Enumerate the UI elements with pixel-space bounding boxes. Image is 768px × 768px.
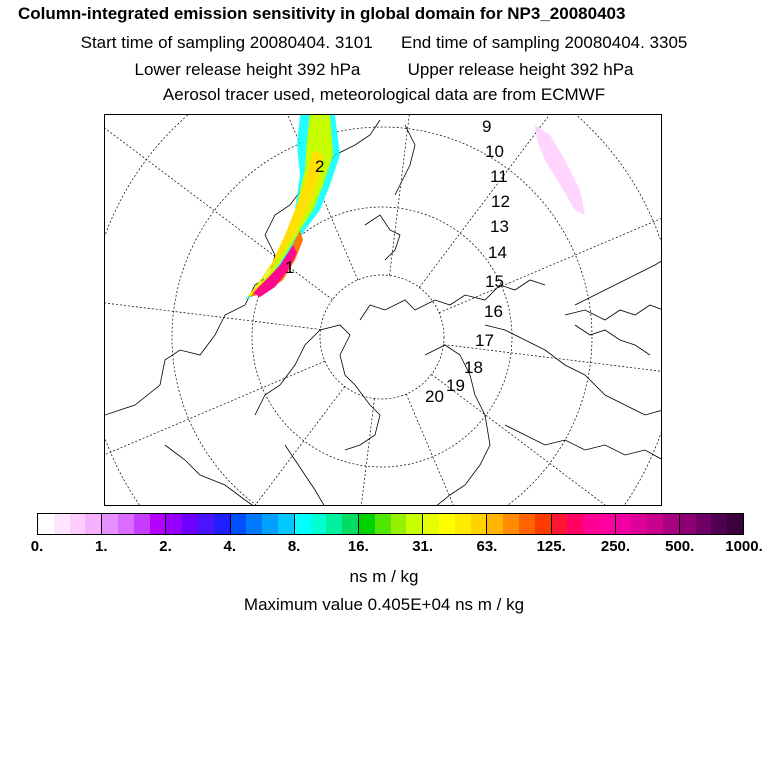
maximum-value: Maximum value 0.405E+04 ns m / kg [243, 595, 525, 614]
hour-label-19: 19 [446, 376, 465, 395]
coast-asia [505, 425, 662, 460]
colorbar-tick-label: 500. [665, 538, 695, 555]
colorbar-tick-label: 0. [30, 538, 44, 555]
sampling-times [0, 33, 768, 53]
colorbar-segment [262, 514, 278, 534]
latitude-circle-50 [105, 115, 662, 506]
lower-release-height: Lower release height 392 hPa [134, 60, 361, 79]
coast-kamchatka [575, 260, 662, 305]
colorbar-segment [326, 514, 342, 534]
meridian-line [105, 361, 325, 506]
colorbar-segment [423, 514, 439, 534]
colorbar-segment [150, 514, 167, 534]
hour-label-9: 9 [482, 117, 492, 136]
latitude-circle-40 [105, 115, 662, 506]
hour-label-11: 11 [490, 167, 508, 186]
colorbar-segment [118, 514, 134, 534]
colorbar-tick-label: 1000. [725, 538, 763, 555]
coast-arctic-ocean [360, 280, 545, 320]
colorbar-tick-labels [0, 538, 768, 558]
polar-map [105, 115, 662, 506]
colorbar-segment [182, 514, 198, 534]
colorbar-segment [278, 514, 295, 534]
hour-label-15: 15 [485, 272, 504, 291]
coast-alaska [365, 215, 400, 260]
colorbar-segment [102, 514, 118, 534]
colorbar-segment [647, 514, 663, 534]
meridian-line [105, 387, 345, 506]
release-heights [0, 60, 768, 80]
colorbar-segment [198, 514, 214, 534]
colorbar-segment [503, 514, 519, 534]
colorbar-segment [54, 514, 70, 534]
colorbar-segment [455, 514, 471, 534]
meridian-line [432, 374, 662, 506]
colorbar-segment [70, 514, 86, 534]
hour-label-14: 14 [488, 243, 507, 262]
colorbar-segment [552, 514, 568, 534]
colorbar-segment [567, 514, 583, 534]
coast-western [105, 120, 380, 415]
colorbar-units: ns m / kg [349, 567, 419, 586]
colorbar-segment [214, 514, 231, 534]
colorbar-segment [487, 514, 503, 534]
meridian-line [309, 399, 375, 506]
colorbar-segment [519, 514, 535, 534]
plume-faint-east [535, 125, 585, 215]
latitude-circle-80 [320, 275, 444, 399]
page-title: Column-integrated emission sensitivity in global domain for NP3_20080403 [18, 4, 626, 23]
colorbar-segment [711, 514, 727, 534]
colorbar-segment [134, 514, 150, 534]
colorbar-segment [38, 514, 54, 534]
colorbar-segment [342, 514, 359, 534]
colorbar-segment [295, 514, 311, 534]
colorbar-segment [583, 514, 599, 534]
colorbar-segment [663, 514, 680, 534]
map-panel [104, 114, 662, 506]
hour-label-17: 17 [475, 331, 494, 350]
colorbar-segment [359, 514, 375, 534]
colorbar-segment [375, 514, 391, 534]
coast-siberia [575, 325, 650, 355]
colorbar-segment [406, 514, 423, 534]
colorbar-segment [599, 514, 616, 534]
colorbar-tick-label: 250. [600, 538, 631, 555]
start-time: Start time of sampling 20080404. 3101 [80, 33, 373, 52]
colorbar-segment [391, 514, 407, 534]
coast-far-east [565, 305, 662, 320]
colorbar-segment [166, 514, 182, 534]
colorbar-segment [246, 514, 262, 534]
colorbar-segment [311, 514, 327, 534]
colorbar-tick-label: 8. [287, 538, 301, 555]
coast-scandinavia [285, 445, 325, 506]
upper-release-height: Upper release height 392 hPa [407, 60, 634, 79]
coast-pacific [395, 125, 415, 195]
track-label-2: 2 [315, 157, 325, 176]
coast-eurasia-east [485, 325, 662, 415]
colorbar-tick-label: 4. [223, 538, 237, 555]
meridians [105, 115, 662, 506]
coast-europe [165, 445, 255, 506]
graticule [105, 115, 662, 506]
hour-label-13: 13 [490, 217, 509, 236]
hour-label-10: 10 [485, 142, 504, 161]
latitude-circle-60 [172, 127, 592, 506]
hour-label-20: 20 [425, 387, 444, 406]
colorbar-segment [727, 514, 743, 534]
colorbar-segment [535, 514, 552, 534]
colorbar-tick-label: 2. [159, 538, 172, 555]
hour-label-18: 18 [464, 358, 483, 377]
colorbar-segment [439, 514, 455, 534]
meridian-line [444, 345, 662, 411]
colorbar-tick-label: 31. [412, 538, 434, 555]
colorbar [37, 513, 744, 535]
meridian-line [390, 115, 456, 275]
coast-greenland-region [255, 325, 380, 450]
colorbar-segment [680, 514, 696, 534]
colorbar-segment [631, 514, 647, 534]
hour-labels [425, 117, 510, 406]
colorbar-segment [85, 514, 102, 534]
colorbar-tick-label: 16. [347, 538, 369, 555]
colorbar-tick-label: 63. [476, 538, 498, 555]
colorbar-segment [471, 514, 488, 534]
track-label-1: 1 [285, 258, 295, 277]
colorbar-segment [231, 514, 247, 534]
colorbar-tick-label: 125. [536, 538, 566, 555]
hour-label-16: 16 [484, 302, 503, 321]
end-time: End time of sampling 20080404. 3305 [401, 33, 688, 52]
tracer-info: Aerosol tracer used, meteorological data are from ECMWF [162, 85, 606, 104]
colorbar-segment [696, 514, 712, 534]
colorbar-segment [616, 514, 632, 534]
colorbar-tick-label: 1. [95, 538, 108, 555]
hour-label-12: 12 [491, 192, 510, 211]
